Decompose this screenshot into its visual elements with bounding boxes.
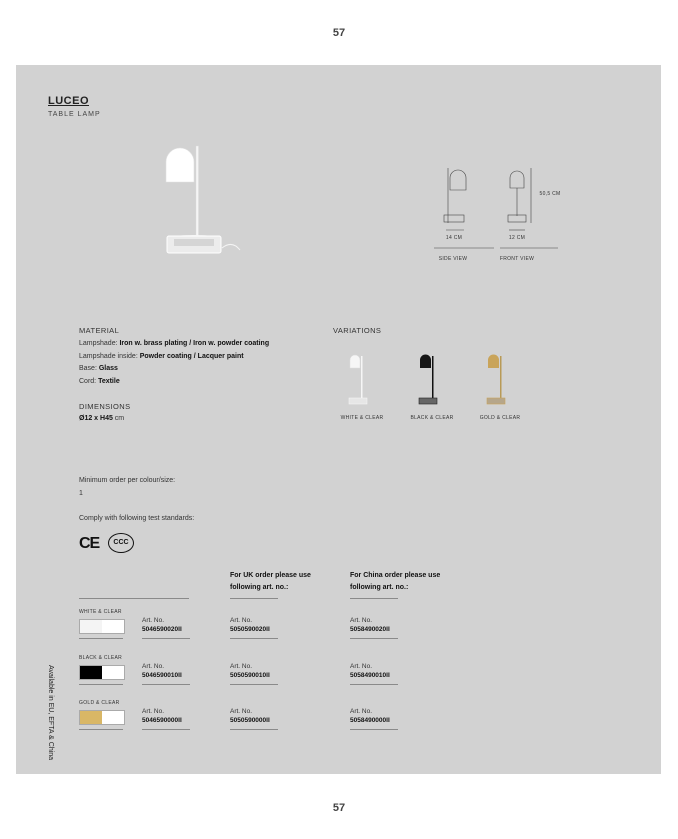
variation-gold-lamp bbox=[487, 355, 505, 405]
swatch-color bbox=[80, 620, 102, 633]
row-variant-label: WHITE & CLEAR bbox=[79, 609, 122, 615]
min-order-label: Minimum order per colour/size: bbox=[79, 477, 176, 484]
art-no-label: Art. No. bbox=[142, 617, 165, 624]
side-view-label: SIDE VIEW bbox=[438, 256, 468, 262]
art-no-label: Art. No. bbox=[230, 708, 253, 715]
art-no-cn: 5058490010II bbox=[350, 672, 390, 679]
art-no-label: Art. No. bbox=[142, 663, 165, 670]
row-swatch bbox=[79, 619, 125, 634]
height-dimension: 50,5 CM bbox=[539, 191, 561, 197]
art-no-uk: 5050590000II bbox=[230, 717, 270, 724]
row-swatch bbox=[79, 665, 125, 680]
page-number-bottom: 57 bbox=[332, 802, 346, 814]
art-no-eu: 5046590020II bbox=[142, 626, 182, 633]
art-no-cn: 5058490020II bbox=[350, 626, 390, 633]
art-no-label: Art. No. bbox=[350, 663, 373, 670]
side-width-dimension: 14 CM bbox=[445, 235, 463, 241]
page-number-top: 57 bbox=[332, 27, 346, 39]
min-order-value: 1 bbox=[79, 490, 83, 497]
art-no-uk: 5050590020II bbox=[230, 626, 270, 633]
dimensions-value: Ø12 x H45 cm bbox=[79, 415, 125, 422]
art-no-label: Art. No. bbox=[230, 663, 253, 670]
variation-white-lamp bbox=[349, 355, 367, 404]
art-no-eu: 5046590010II bbox=[142, 672, 182, 679]
art-no-label: Art. No. bbox=[350, 708, 373, 715]
swatch-color bbox=[80, 666, 102, 679]
technical-drawing bbox=[434, 160, 594, 270]
ce-mark: CE bbox=[79, 535, 100, 552]
ccc-mark: CCC bbox=[108, 533, 134, 553]
art-no-cn: 5058490000II bbox=[350, 717, 390, 724]
china-order-header: For China order please use following art. no.: bbox=[350, 572, 441, 591]
product-panel bbox=[16, 65, 661, 774]
row-swatch bbox=[79, 710, 125, 725]
art-no-label: Art. No. bbox=[350, 617, 373, 624]
variations-heading: VARIATIONS bbox=[333, 326, 382, 335]
row-variant-label: BLACK & CLEAR bbox=[79, 655, 123, 661]
art-no-eu: 5046590000II bbox=[142, 717, 182, 724]
front-width-dimension: 12 CM bbox=[508, 235, 526, 241]
variation-images bbox=[341, 352, 541, 407]
lamp-product-image bbox=[156, 140, 266, 260]
variation-label-white: WHITE & CLEAR bbox=[340, 415, 384, 421]
material-list bbox=[79, 338, 319, 388]
material-lampshade-inside: Lampshade inside: Powder coating / Lacquer paint bbox=[79, 352, 244, 360]
availability-text: Available in EU, EFTA & China bbox=[47, 665, 54, 761]
material-lampshade: Lampshade: Iron w. brass plating / Iron w. powder coating bbox=[79, 340, 270, 347]
standards-label: Comply with following test standards: bbox=[79, 515, 195, 522]
variation-black-lamp bbox=[419, 355, 437, 404]
product-name: LUCEO bbox=[48, 95, 89, 107]
front-view-label: FRONT VIEW bbox=[499, 256, 535, 262]
material-cord: Cord: Textile bbox=[79, 377, 120, 385]
variation-label-black: BLACK & CLEAR bbox=[410, 415, 454, 421]
material-heading: MATERIAL bbox=[79, 326, 120, 335]
art-no-label: Art. No. bbox=[142, 708, 165, 715]
art-no-uk: 5050590010II bbox=[230, 672, 270, 679]
swatch-color bbox=[80, 711, 102, 724]
art-no-label: Art. No. bbox=[230, 617, 253, 624]
dimensions-heading: DIMENSIONS bbox=[79, 402, 131, 411]
row-variant-label: GOLD & CLEAR bbox=[79, 700, 120, 706]
variation-label-gold: GOLD & CLEAR bbox=[479, 415, 521, 421]
uk-order-header: For UK order please use following art. no.: bbox=[230, 572, 311, 591]
material-base: Base: Glass bbox=[79, 365, 118, 372]
product-type: TABLE LAMP bbox=[48, 111, 101, 118]
